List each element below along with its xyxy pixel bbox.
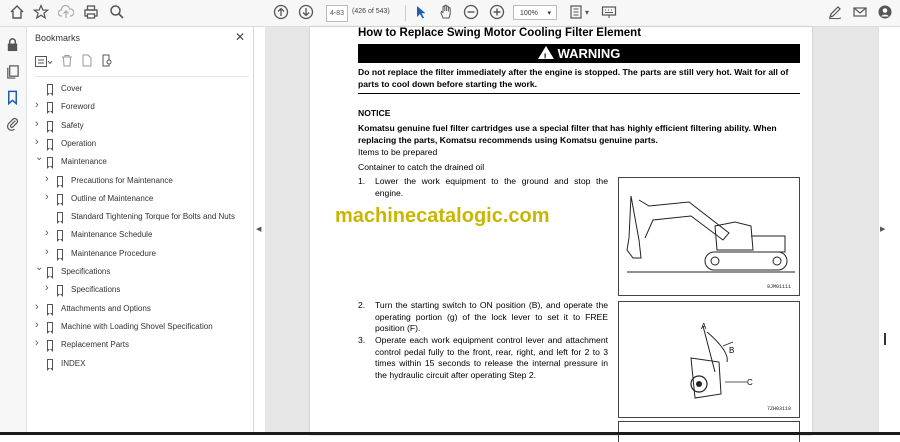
bookmark-icon [47,139,53,148]
expand-right-panel-icon[interactable]: ▶ [880,226,886,233]
prev-page-icon[interactable] [272,4,290,22]
bookmark-star-icon[interactable] [32,4,50,22]
select-cursor-icon[interactable] [412,4,430,22]
bookmark-label: Standard Tightening Torque for Bolts and Nuts [71,212,235,222]
chevron-right-icon[interactable]: › [35,99,39,112]
new-bookmark-icon[interactable] [81,54,93,72]
next-page-icon[interactable] [297,4,315,22]
excavator-figure [618,177,800,296]
bookmark-label: Machine with Loading Shovel Specification [61,321,213,331]
figure-label-b: B [729,346,735,355]
chevron-right-icon[interactable]: › [35,300,39,313]
container-text: Container to catch the drained oil [358,162,485,172]
bookmark-icon [47,322,53,331]
bookmarks-divider [35,76,249,77]
upload-icon[interactable] [57,4,75,22]
chevron-down-icon[interactable]: ⌄ [35,262,44,273]
bookmark-icon [47,157,53,166]
bookmark-label: INDEX [61,358,86,368]
chevron-right-icon[interactable]: › [45,190,49,203]
bookmark-icon [47,340,53,349]
pages-icon[interactable] [5,64,20,79]
excavator-illustration [619,178,799,295]
fit-page-chevron-icon[interactable]: ▾ [584,8,589,17]
lock-lever-figure [618,301,800,418]
top-toolbar [0,0,900,27]
bookmark-icon [57,230,63,239]
bookmark-label: Replacement Parts [61,340,130,350]
lock-icon[interactable] [5,37,20,52]
figure-label-a: A [701,322,707,331]
bookmark-icon [57,212,63,221]
bookmark-icon [57,176,63,185]
zoom-level-value: 100% [520,10,538,17]
chevron-right-icon[interactable]: › [45,282,49,295]
figure-code: 9JM01111 [766,284,791,290]
bookmark-icon [47,267,53,276]
lock-lever-illustration [619,302,799,417]
step-text: Lower the work equipment to the ground and stop the engine. [375,176,608,198]
warning-text: Do not replace the filter immediately after the engine is stopped. The parts are still very hot. Wait for all of parts to cool down before starting the work. [358,67,789,89]
figure-label-c: C [747,378,753,387]
step-number: 1. [358,176,366,186]
page-heading: How to Replace Swing Motor Cooling Filter Element [358,27,642,39]
find-bookmark-icon[interactable] [101,54,113,72]
chevron-right-icon[interactable]: › [45,245,49,258]
account-icon[interactable] [876,4,894,22]
chevron-right-icon[interactable]: › [45,227,49,240]
bookmark-label: Operation [61,138,97,148]
search-icon[interactable] [108,4,126,22]
step-number: 2. [358,300,366,310]
bookmark-label: Specifications [61,267,111,276]
chevron-down-icon: ▾ [547,10,551,17]
bookmark-icon [47,121,53,130]
watermark-text: machinecatalogic.com [335,205,550,227]
bookmark-label: Attachments and Options [61,303,151,313]
document-page [310,27,812,435]
email-icon[interactable] [851,4,869,22]
warning-triangle-icon [538,46,554,59]
bookmark-label: Maintenance Procedure [71,248,156,258]
page-number-input[interactable]: 4-83 [326,5,348,22]
warning-rule [358,93,800,94]
bookmarks-panel-icon[interactable] [5,90,20,105]
step-text: Operate each work equipment control lever and attachment control pedal fully to the front, rear, right, and left for 2 to 3 times within 15 seconds to release the internal pressure in the hydraulic circuit after operating Step 2. [375,335,608,380]
bookmarks-panel [27,27,254,435]
close-icon[interactable]: ✕ [235,30,246,44]
collapse-panel-icon[interactable]: ◀ [256,226,262,233]
chevron-down-icon[interactable]: ⌄ [35,152,44,164]
bookmark-label: Outline of Maintenance [71,193,154,203]
print-icon[interactable] [82,4,100,22]
chevron-right-icon[interactable]: › [35,117,39,130]
items-prepared-text: Items to be prepared [358,147,438,157]
zoom-in-icon[interactable] [488,4,506,22]
bookmark-label: Specifications [71,285,121,295]
bookmark-icon [47,359,53,368]
step-text: Turn the starting switch to ON position (B), and operate the operating portion (g) of the lock lever to set it to FREE position (F). [375,300,608,333]
bookmark-label: Maintenance [61,157,107,167]
keyboard-icon[interactable] [600,4,618,22]
chevron-right-icon[interactable]: › [35,337,39,350]
home-icon[interactable] [8,4,26,22]
chevron-right-icon[interactable]: › [35,135,39,148]
bookmark-label: Foreword [61,102,95,112]
warning-banner [358,44,800,63]
bookmark-label: Safety [61,120,84,130]
bookmark-label: Maintenance Schedule [71,230,153,240]
sign-icon[interactable] [826,4,844,22]
bookmark-icon [57,249,63,258]
delete-bookmark-icon[interactable] [61,54,73,72]
bookmark-icon [47,304,53,313]
chevron-right-icon[interactable]: › [45,172,49,185]
warning-label: WARNING [557,46,621,61]
bookmarks-panel-title: Bookmarks [35,33,81,43]
attachment-icon[interactable] [5,116,20,131]
zoom-level-select[interactable] [513,5,557,20]
bookmark-icon [47,84,53,93]
hand-tool-icon[interactable] [437,4,455,22]
left-navigation-rail [0,27,27,435]
bookmark-label: Cover [61,84,83,93]
bookmark-icon [47,102,53,111]
zoom-out-icon[interactable] [462,4,480,22]
notice-text: Komatsu genuine fuel filter cartridges use a special filter that has highly efficient filtering ability. When replacing the parts, Komatsu recommends using Komatsu genuine parts. [358,123,777,145]
toolbar-separator [405,5,406,21]
chevron-right-icon[interactable]: › [35,318,39,331]
step-number: 3. [358,335,366,345]
bookmark-icon [57,194,63,203]
notice-heading: NOTICE [358,108,391,118]
scroll-thumb[interactable] [884,333,886,345]
bookmark-icon [57,285,63,294]
bookmark-label: Precautions for Maintenance [71,175,173,185]
bookmark-options-icon[interactable] [35,55,53,73]
page-count: (426 of 543) [352,8,390,15]
figure-code: 7ZH03110 [766,406,791,412]
